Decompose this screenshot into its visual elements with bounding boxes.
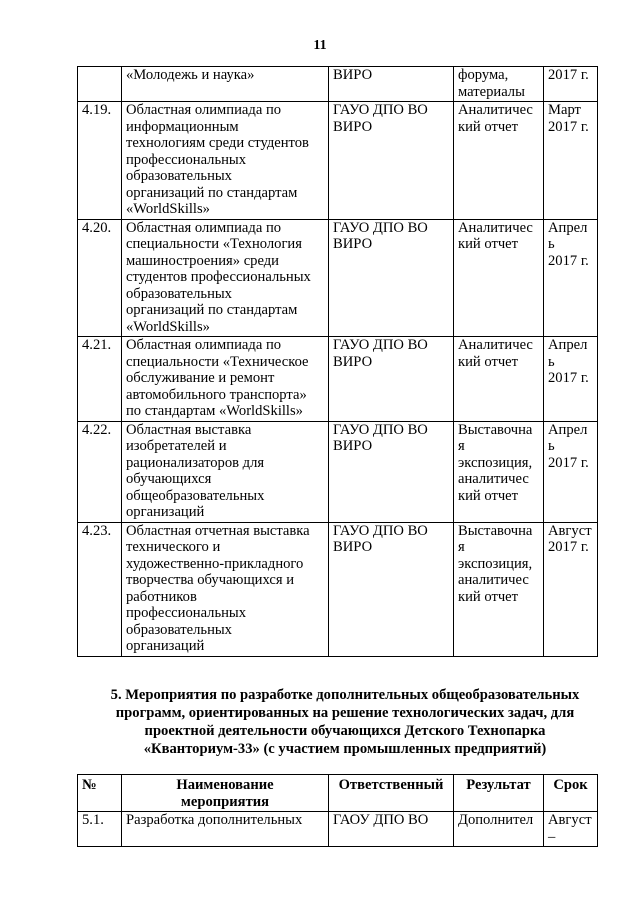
events-table-section-5 [77,774,598,847]
cell-event-name: «Молодежь и наука» [122,67,329,102]
cell-deadline: Август – [544,812,598,847]
header-deadline: Срок [544,775,598,812]
cell-event-name: Областная олимпиада по информационным технологиям среди студентов профессиональных образовательных организаций по стандартам «WorldSkills» [122,102,329,220]
cell-result: Аналитичес кий отчет [454,102,544,220]
table-header-row [78,775,598,812]
cell-responsible: ГАУО ДПО ВО ВИРО [329,102,454,220]
cell-responsible: ГАУО ДПО ВО ВИРО [329,522,454,656]
cell-event-name: Областная олимпиада по специальности «Техническое обслуживание и ремонт автомобильного транспорта» по стандартам «WorldSkills» [122,337,329,422]
page-number: 11 [313,38,327,53]
header-responsible: Ответственный [329,775,454,812]
table-row [78,812,598,847]
cell-responsible: ГАУО ДПО ВО ВИРО [329,219,454,337]
header-event-name: Наименование мероприятия [122,775,329,812]
cell-deadline: Апрель 2017 г. [544,219,598,337]
cell-row-number: 4.19. [78,102,122,220]
table-row [78,67,598,102]
cell-result: Выставочна я экспозиция, аналитичес кий отчет [454,421,544,522]
cell-row-number: 4.20. [78,219,122,337]
cell-deadline: Апрель 2017 г. [544,337,598,422]
header-number: № [78,775,122,812]
events-table-section-4 [77,66,598,657]
cell-row-number [78,67,122,102]
cell-result: Дополнител [454,812,544,847]
section-5-number: 5. [110,687,122,703]
table-row [78,102,598,220]
cell-responsible: ГАУО ДПО ВО ВИРО [329,337,454,422]
table-row [78,421,598,522]
cell-responsible: ВИРО [329,67,454,102]
cell-event-name: Областная олимпиада по специальности «Технология машиностроения» среди студентов профессиональных образовательных организаций по стандартам «WorldSkills» [122,219,329,337]
section-5-title: Мероприятия по разработке дополнительных общеобразовательных программ, ориентированных на решение технологических задач, для проектной деятельности обучающихся Детского Технопарка «Кванториум-33» (с участием промышленных предприятий) [115,687,580,757]
cell-deadline: 2017 г. [544,67,598,102]
cell-result: Аналитичес кий отчет [454,219,544,337]
cell-row-number: 5.1. [78,812,122,847]
cell-deadline: Апрель 2017 г. [544,421,598,522]
cell-row-number: 4.23. [78,522,122,656]
table-row [78,522,598,656]
table-row [78,219,598,337]
cell-row-number: 4.22. [78,421,122,522]
cell-deadline: Август 2017 г. [544,522,598,656]
header-result: Результат [454,775,544,812]
cell-event-name: Областная отчетная выставка технического и художественно-прикладного творчества обучающихся и работников профессиональных образовательных организаций [122,522,329,656]
cell-responsible: ГАУО ДПО ВО ВИРО [329,421,454,522]
cell-event-name: Областная выставка изобретателей и рационализаторов для обучающихся общеобразовательных организаций [122,421,329,522]
cell-event-name: Разработка дополнительных [122,812,329,847]
section-5-heading [90,686,600,758]
cell-result: форума, материалы [454,67,544,102]
cell-deadline: Март 2017 г. [544,102,598,220]
cell-result: Выставочна я экспозиция, аналитичес кий отчет [454,522,544,656]
cell-responsible: ГАОУ ДПО ВО [329,812,454,847]
table-row [78,337,598,422]
cell-result: Аналитичес кий отчет [454,337,544,422]
cell-row-number: 4.21. [78,337,122,422]
